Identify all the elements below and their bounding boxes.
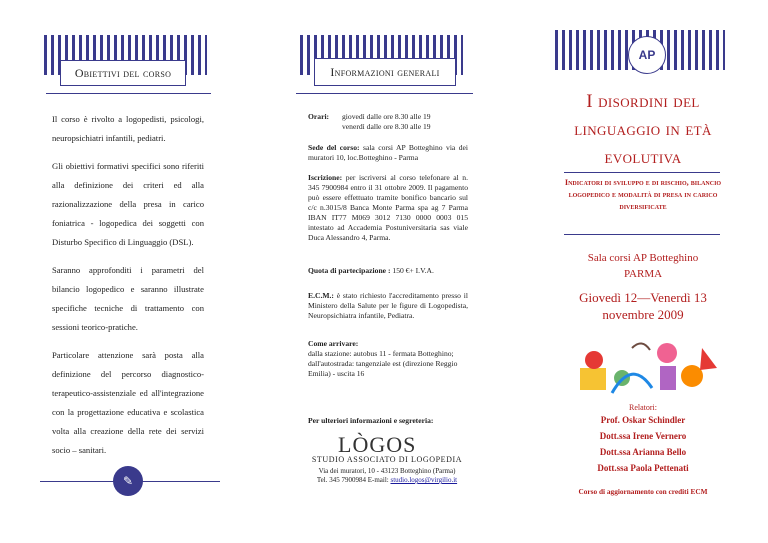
orari-label: Orari:: [308, 112, 330, 121]
ap-logo: AP: [628, 36, 666, 74]
divider: [296, 93, 473, 94]
sede-block: [308, 143, 468, 163]
iscrizione-block: [308, 173, 468, 243]
venue-line: Sala corsi AP Botteghino: [587, 252, 699, 264]
speaker-name: Dott.ssa Arianna Bello: [599, 447, 687, 457]
come-line: dalla stazione: autobus 11 - fermata Botteghino;: [308, 349, 454, 358]
speaker-name: Prof. Oskar Schindler: [600, 415, 686, 425]
studio-name: STUDIO ASSOCIATO DI LOGOPEDIA: [311, 455, 463, 464]
orari-block: [308, 112, 468, 132]
sede-text: sala corsi AP Botteghino via dei muratori 10, loc.Botteghino - Parma: [308, 143, 468, 162]
speaker-name: Dott.ssa Paola Pettenati: [597, 463, 689, 473]
segreteria-block: [308, 416, 468, 426]
contact-block: [302, 467, 472, 485]
course-title: I disordini del linguaggio in età evolutiva: [574, 91, 712, 168]
come-block: [308, 339, 468, 379]
divider: [46, 93, 211, 94]
come-label: Come arrivare:: [308, 339, 359, 348]
speaker-name: Dott.ssa Irene Vernero: [599, 431, 687, 441]
ecm-text: è stato richiesto l'accreditamento presso il Ministero della Salute per le figure di Logopedista, Neuropsichiatra infantile, Pediatra.: [308, 291, 468, 320]
iscrizione-text: per iscriversi al corso telefonare al n. 345 7900984 entro il 31 ottobre 2009. Il pagamento può essere effettuato tramite bonifico bancario sul c/c n.3015/8 Banca Monte Parma spa ag 7 Parma IBAN IT77 M069 3012 7130 0000 0003 015 intestato ad Accademia Postuniversitaria sas viale Duca Alessandro 4, Parma.: [308, 173, 468, 242]
info-heading: Informazioni generali: [314, 58, 456, 86]
orari-line: venerdì dalle ore 8.30 alle 19: [342, 122, 431, 131]
course-dates: [558, 289, 728, 323]
come-line: dall'autostrada: tangenziale est (direzione Reggio Emilia) - uscita 16: [308, 359, 458, 378]
panel-cover: [512, 0, 768, 543]
quota-text: 150 €+ I.V.A.: [392, 266, 434, 275]
telephone: Tel. 345 7900984: [316, 476, 366, 484]
email-link[interactable]: studio.logos@virgilio.it: [390, 476, 458, 484]
emblem-icon: ✎: [113, 466, 143, 496]
quota-label: Quota di partecipazione :: [308, 266, 391, 275]
objectives-paragraph: Saranno approfonditi i parametri del bilancio logopedico e saranno illustrate specifiche tecniche di trattamento con sessioni teorico-pratiche.: [52, 265, 204, 332]
quota-block: [308, 266, 468, 276]
iscrizione-label: Iscrizione:: [308, 173, 343, 182]
child-drawing-illustration: [572, 338, 722, 398]
ecm-block: [308, 291, 468, 321]
objectives-body: [52, 110, 204, 469]
email-label: E-mail:: [367, 476, 389, 484]
objectives-paragraph: Particolare attenzione sarà posta alla definizione del percorso diagnostico-terapeutico-assistenziale ed all'integrazione con la progettazione educativa e scolastica volta alla creazione della rete dei servizi socio – sanitari.: [52, 350, 204, 455]
dates-line: Giovedì 12—Venerdì 13: [579, 290, 707, 305]
objectives-paragraph: Il corso è rivolto a logopedisti, psicologi, neuropsichiatri infantili, pediatri.: [52, 114, 204, 143]
dates-line: novembre 2009: [602, 307, 684, 322]
objectives-paragraph: Gli obiettivi formativi specifici sono riferiti alla definizione dei criteri ed alla razionalizzazione della presa in carico foniatrica - logopedica dei soggetti con Disturbo Specifico di Linguaggio (DSL).: [52, 161, 204, 247]
ecm-label: E.C.M.:: [308, 291, 334, 300]
segreteria-label: Per ulteriori informazioni e segreteria:: [308, 416, 434, 425]
panel-objectives: [0, 0, 256, 543]
speakers-heading: Relatori:: [629, 403, 657, 412]
orari-line: giovedì dalle ore 8.30 alle 19: [342, 112, 431, 121]
course-subtitle: Indicatori di sviluppo e di rischio, bilancio logopedico e modalità di presa in carico diversificate: [564, 178, 722, 211]
venue: [558, 250, 728, 282]
course-footer: Corso di aggiornamento con crediti ECM: [578, 487, 708, 496]
divider: [564, 172, 720, 173]
venue-line: PARMA: [623, 268, 663, 280]
sede-label: Sede del corso:: [308, 143, 360, 152]
divider: [564, 234, 720, 235]
objectives-heading: Obiettivi del corso: [60, 60, 186, 86]
address: Via dei muratori, 10 - 43123 Botteghino (Parma): [318, 467, 456, 475]
panel-general-info: [256, 0, 512, 543]
logos-logo: LÒGOS: [338, 432, 417, 457]
